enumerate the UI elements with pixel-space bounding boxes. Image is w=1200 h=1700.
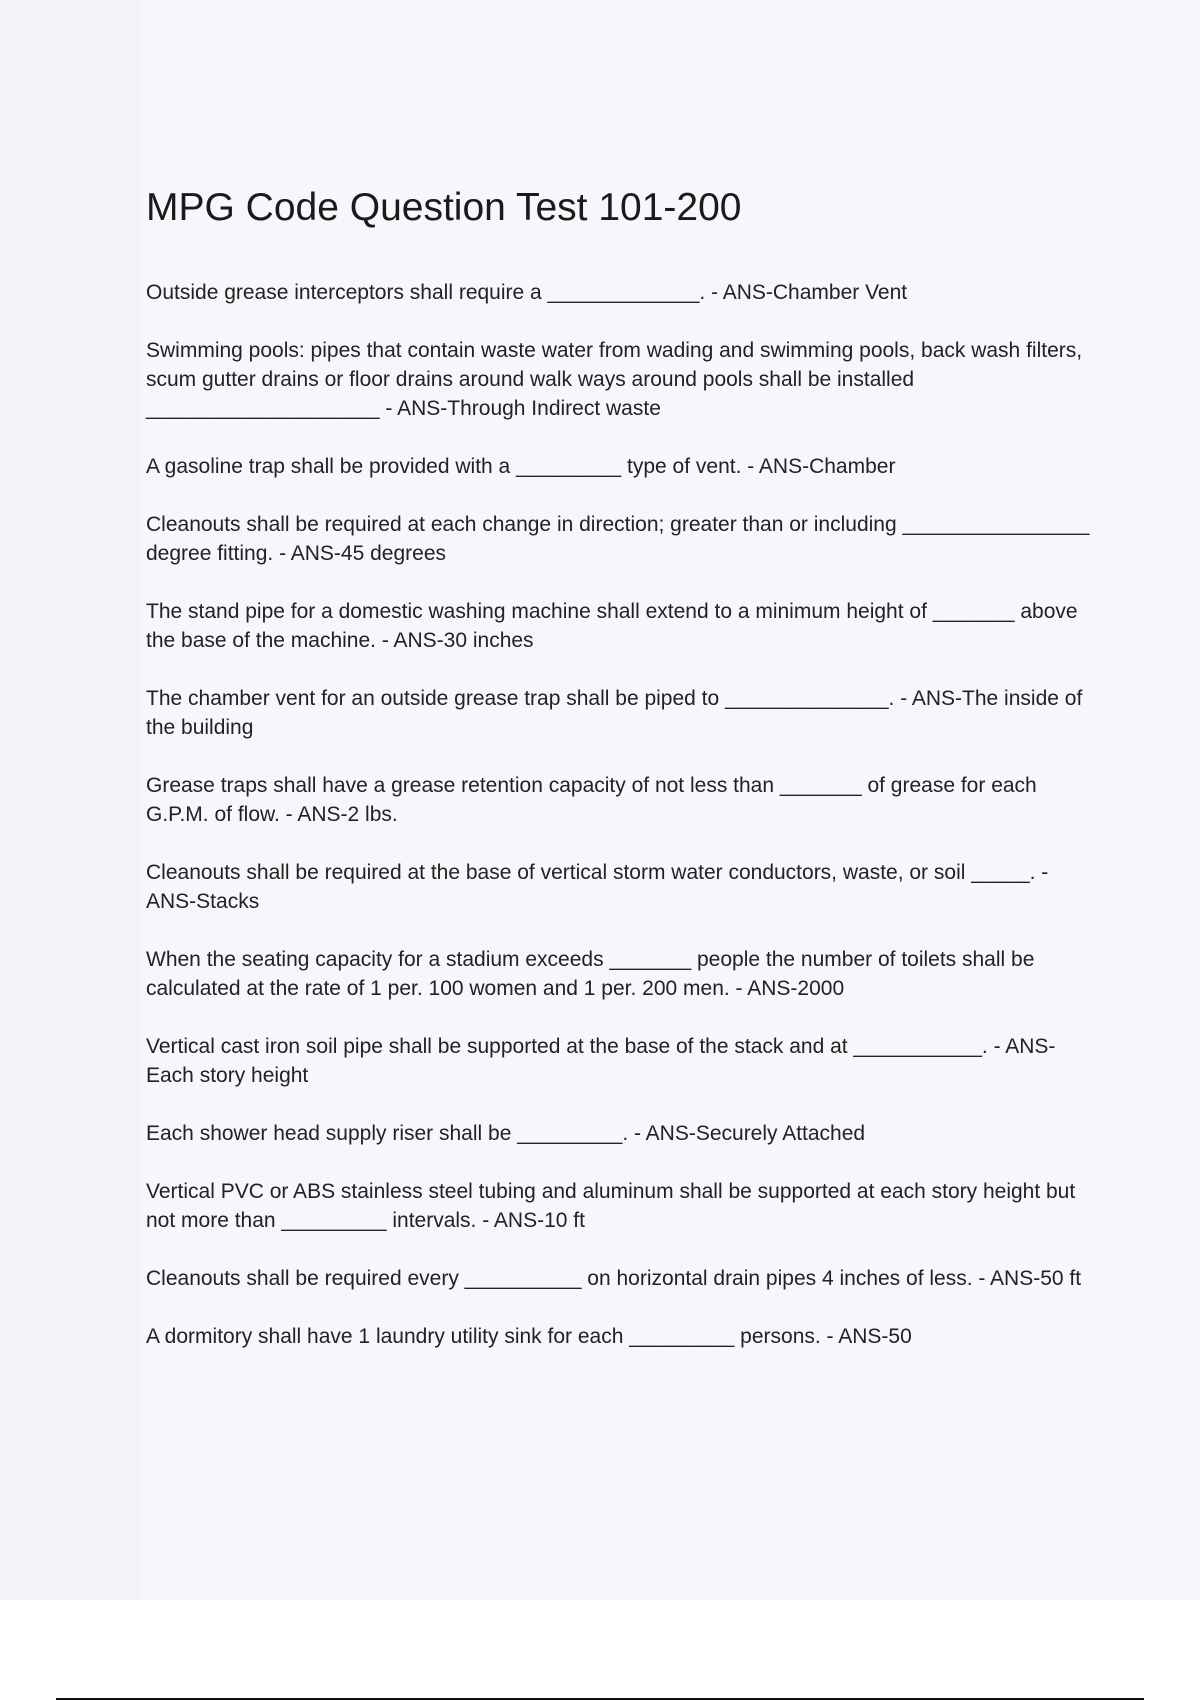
question-item: When the seating capacity for a stadium exceeds _______ people the number of toilets shall be calculated at the rate of 1 per. 100 women and 1 per. 200 men. - ANS-2000 bbox=[146, 948, 1035, 1000]
question-item: Vertical cast iron soil pipe shall be supported at the base of the stack and at ___________. - ANS-Each story height bbox=[146, 1035, 1056, 1087]
question-item: Vertical PVC or ABS stainless steel tubing and aluminum shall be supported at each story height but not more than _________ intervals. - ANS-10 ft bbox=[146, 1180, 1076, 1232]
question-item: A gasoline trap shall be provided with a _________ type of vent. - ANS-Chamber bbox=[146, 455, 896, 478]
question-list bbox=[146, 278, 1096, 1351]
question-item: A dormitory shall have 1 laundry utility sink for each _________ persons. - ANS-50 bbox=[146, 1325, 912, 1348]
question-item: The stand pipe for a domestic washing machine shall extend to a minimum height of _______ above the base of the machine. - ANS-30 inches bbox=[146, 600, 1078, 652]
question-item: The chamber vent for an outside grease trap shall be piped to ______________. - ANS-The inside of the building bbox=[146, 687, 1083, 739]
document-body bbox=[146, 182, 1096, 1380]
document-title: MPG Code Question Test 101-200 bbox=[146, 186, 742, 229]
question-item: Cleanouts shall be required every __________ on horizontal drain pipes 4 inches of less. - ANS-50 ft bbox=[146, 1267, 1082, 1290]
question-item: Each shower head supply riser shall be _________. - ANS-Securely Attached bbox=[146, 1122, 866, 1145]
page-margin-strip bbox=[0, 0, 142, 1600]
question-item: Cleanouts shall be required at each change in direction; greater than or including ________________ degree fitting. - ANS-45 degrees bbox=[146, 513, 1090, 565]
question-item: Grease traps shall have a grease retention capacity of not less than _______ of grease for each G.P.M. of flow. - ANS-2 lbs. bbox=[146, 774, 1037, 826]
question-item: Outside grease interceptors shall require a _____________. - ANS-Chamber Vent bbox=[146, 281, 908, 304]
question-item: Swimming pools: pipes that contain waste water from wading and swimming pools, back wash filters, scum gutter drains or floor drains around walk ways around pools shall be installed ____________________ - ANS-Through Indirect waste bbox=[146, 339, 1083, 420]
question-item: Cleanouts shall be required at the base of vertical storm water conductors, waste, or soil _____. - ANS-Stacks bbox=[146, 861, 1049, 913]
